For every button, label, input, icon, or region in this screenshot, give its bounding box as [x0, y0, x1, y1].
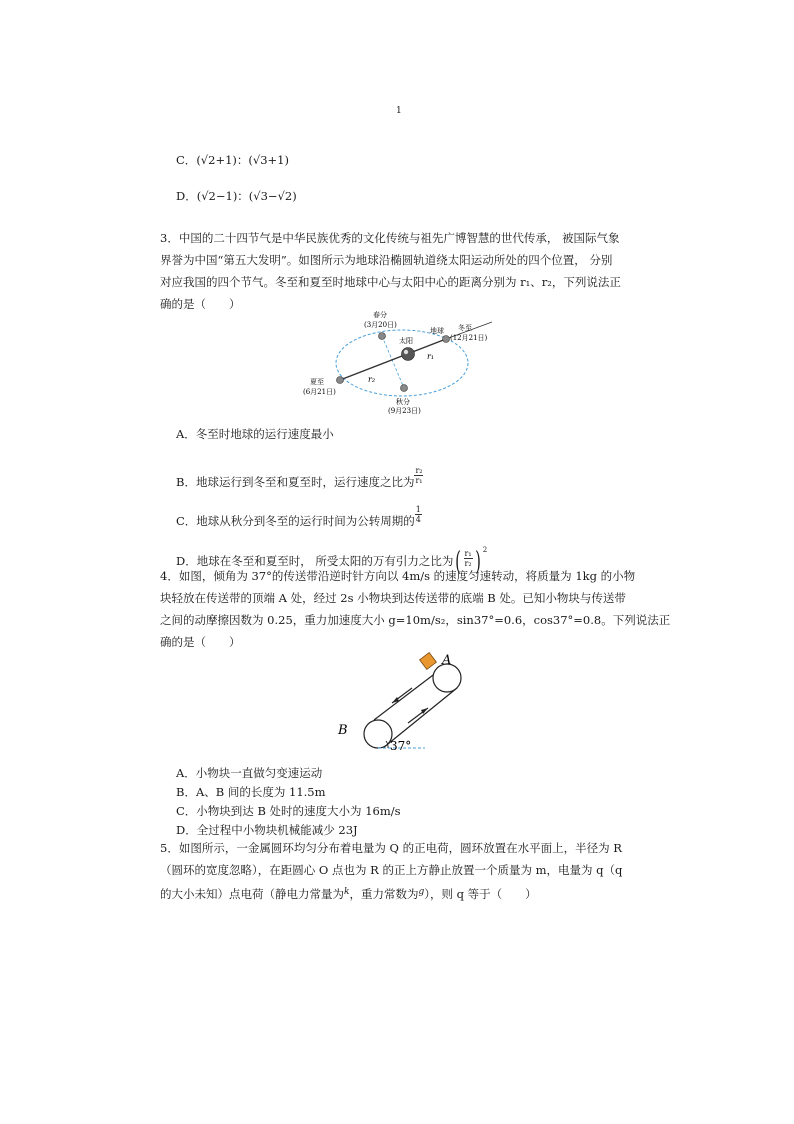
- label-r2: r₂: [368, 375, 376, 384]
- q3-option-d-exponent: 2: [482, 546, 488, 554]
- block-icon: [420, 653, 437, 670]
- q5-constant-g: g: [418, 887, 425, 897]
- label-b: B: [338, 723, 348, 738]
- label-a: A: [442, 653, 452, 668]
- q2-option-c: [176, 150, 289, 170]
- q3-option-c-text: C．地球从秋分到冬至的运行时间为公转周期的: [176, 514, 415, 528]
- q3-stem-text1: 中国的二十四节气是中华民族优秀的文化传统与祖先广博智慧的世代传承， 被国际气象: [178, 231, 620, 245]
- q3-option-b: [176, 465, 423, 493]
- q2-option-d-label: D．: [176, 189, 197, 203]
- q4-option-c: C．小物块到达 B 处时的速度大小为 16m/s: [176, 804, 401, 818]
- qiufen-earth: [401, 385, 408, 392]
- q3-option-b-num: r₂: [415, 465, 423, 475]
- q4-option-d: D．全过程中小物块机械能减少 23J: [176, 823, 358, 837]
- q3-stem-line1: [160, 228, 619, 248]
- q3-option-c: [176, 504, 422, 532]
- label-chunfen: 春分: [373, 311, 387, 319]
- q4-stem-line2: 块轻放在传送带的顶端 A 处，经过 2s 小物块到达传送带的底端 B 处。已知小物块与传送带: [160, 591, 626, 605]
- q2-option-d-expr: (√2−1)：(√3−√2): [196, 189, 297, 203]
- q3-option-b-fraction: [414, 466, 423, 485]
- label-dongzhi-date: (12月21日): [450, 334, 488, 342]
- q4-stem-text1: 如图，倾角为 37°的传送带沿逆时针方向以 4m/s 的速度匀速转动，将质量为 1kg 的小物: [178, 569, 636, 583]
- q3-number: 3．: [160, 231, 179, 245]
- q3-stem-line4: 确的是（ ）: [160, 297, 241, 311]
- q4-stem-line1: [160, 566, 635, 586]
- q4-conveyor-diagram: [330, 648, 470, 758]
- sun-icon: [402, 348, 415, 361]
- q4-option-a: A．小物块一直做匀变速运动: [176, 766, 323, 780]
- q2-option-d: [176, 186, 297, 206]
- q5-stem-text3b: ，重力常数为: [349, 887, 419, 901]
- sun-highlight: [404, 350, 408, 354]
- q3-stem-line3: 对应我国的四个节气。冬至和夏至时地球中心与太阳中心的距离分别为 r₁、r₂，下列说法正: [160, 275, 621, 289]
- q3-stem-line2: 界誉为中国“第五大发明”。如图所示为地球沿椭圆轨道绕太阳运动所处的四个位置， 分别: [160, 253, 613, 267]
- q5-stem-text1: 如图所示，一金属圆环均匀分布着电量为 Q 的正电荷，圆环放置在水平面上，半径为 R: [178, 841, 622, 855]
- q4-option-b: B．A、B 间的长度为 11.5m: [176, 785, 326, 799]
- label-qiufen: 秋分: [396, 398, 410, 406]
- xiazhi-earth: [337, 377, 344, 384]
- q2-option-c-label: C．: [176, 153, 197, 167]
- q3-option-b-text: B．地球运行到冬至和夏至时，运行速度之比为: [176, 475, 415, 489]
- label-dongzhi: 冬至: [458, 324, 472, 332]
- label-r1: r₁: [427, 352, 435, 361]
- q3-option-a: A．冬至时地球的运行速度最小: [176, 427, 334, 441]
- label-xiazhi: 夏至: [310, 378, 324, 386]
- q5-stem-line3: [160, 884, 537, 906]
- q3-option-d-rparen: ): [474, 546, 481, 577]
- q5-number: 5．: [160, 841, 179, 855]
- label-sun: 太阳: [399, 337, 413, 345]
- q4-stem-line3: 之间的动摩擦因数为 0.25，重力加速度大小 g=10m/s₂，sin37°=0.6，cos37°=0.8。下列说法正: [160, 613, 671, 627]
- pulley-a: [433, 664, 461, 692]
- label-chunfen-date: (3月20日): [364, 321, 397, 329]
- q3-option-b-den: r₁: [415, 475, 423, 485]
- q3-option-c-fraction: [415, 505, 422, 524]
- belt-top-edge: [374, 669, 441, 720]
- q5-stem-line2: （圆环的宽度忽略），在距圆心 O 点也为 R 的正上方静止放置一个质量为 m，电量为 q（q: [160, 863, 623, 877]
- q3-orbit-diagram: [300, 306, 510, 418]
- q5-stem-text3a: 的大小未知）点电荷（静电力常量为: [160, 887, 344, 901]
- q4-number: 4．: [160, 569, 179, 583]
- q2-option-c-expr: (√2+1)：(√3+1): [196, 153, 289, 167]
- q3-option-c-num: 1: [415, 504, 421, 514]
- q5-stem-text3c: ），则 q 等于（ ）: [424, 887, 537, 901]
- q3-option-c-den: 4: [415, 514, 421, 524]
- chunfen-earth: [379, 333, 386, 340]
- q5-constant-k: k: [344, 887, 350, 897]
- dongzhi-earth: [443, 336, 450, 343]
- page-number: 1: [396, 106, 402, 116]
- q5-stem-line1: [160, 838, 622, 858]
- label-earth: 地球: [430, 327, 444, 335]
- q3-option-d-lparen: (: [455, 546, 462, 577]
- q3-option-d-den: r₂: [464, 559, 472, 569]
- label-qiufen-date: (9月23日): [388, 407, 421, 415]
- label-angle: 37°: [390, 739, 412, 753]
- q4-stem-line4: 确的是（ ）: [160, 635, 241, 649]
- label-xiazhi-date: (6月21日): [303, 388, 336, 396]
- q3-option-d-num: r₁: [464, 549, 472, 559]
- q3-option-d-text: D．地球在冬至和夏至时， 所受太阳的万有引力之比为: [176, 553, 454, 568]
